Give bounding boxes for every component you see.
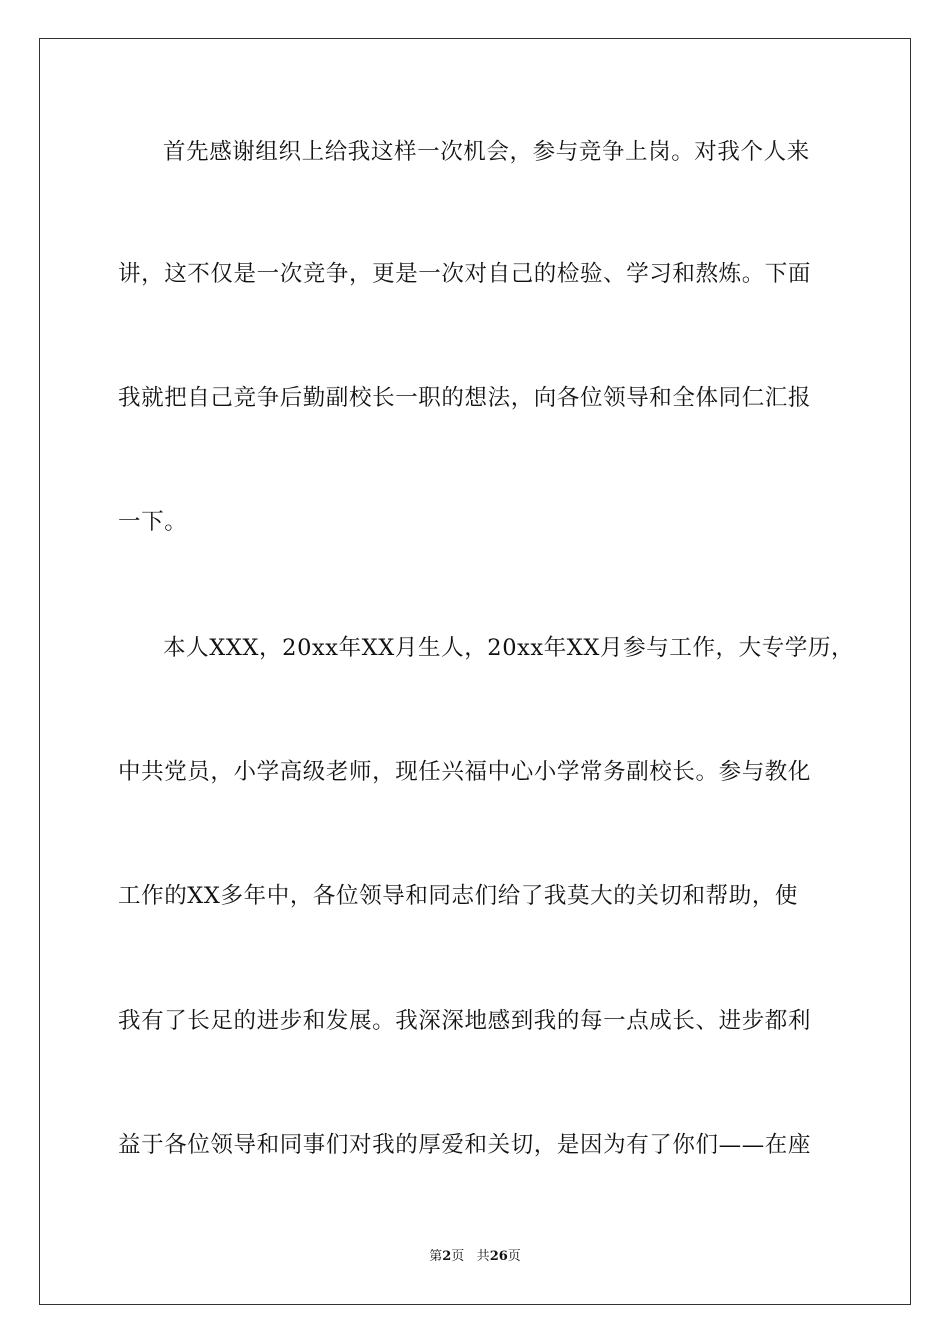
text-line: 首先感谢组织上给我这样一次机会，参与竞争上岗。对我个人来 bbox=[163, 139, 810, 165]
total-suffix: 页 bbox=[507, 1249, 521, 1264]
text-line: 益于各位领导和同事们对我的厚爱和关切，是因为有了你们——在座 bbox=[118, 1132, 812, 1158]
text-line: 我就把自己竞争后勤副校长一职的想法，向各位领导和全体同仁汇报 bbox=[118, 385, 812, 411]
text-line: 中共党员，小学高级老师，现任兴福中心小学常务副校长。参与教化 bbox=[118, 759, 812, 785]
text-line: 本人XXX，20xx年XX月生人，20xx年XX月参与工作，大专学历， bbox=[163, 635, 855, 661]
page-prefix: 第 bbox=[429, 1249, 443, 1264]
page-number: 2 bbox=[442, 1249, 452, 1264]
text-line: 我有了长足的进步和发展。我深深地感到我的每一点成长、进步都利 bbox=[118, 1008, 812, 1034]
page-suffix: 页 bbox=[451, 1249, 465, 1264]
text-line: 讲，这不仅是一次竞争，更是一次对自己的检验、学习和熬炼。下面 bbox=[118, 261, 812, 287]
text-line: 一下。 bbox=[118, 509, 188, 535]
page-footer bbox=[0, 1248, 950, 1266]
text-line: 工作的XX多年中，各位领导和同志们给了我莫大的关切和帮助，使 bbox=[118, 883, 799, 909]
page-border bbox=[39, 38, 911, 1305]
total-pages: 26 bbox=[489, 1249, 508, 1264]
total-prefix: 共 bbox=[476, 1249, 490, 1264]
